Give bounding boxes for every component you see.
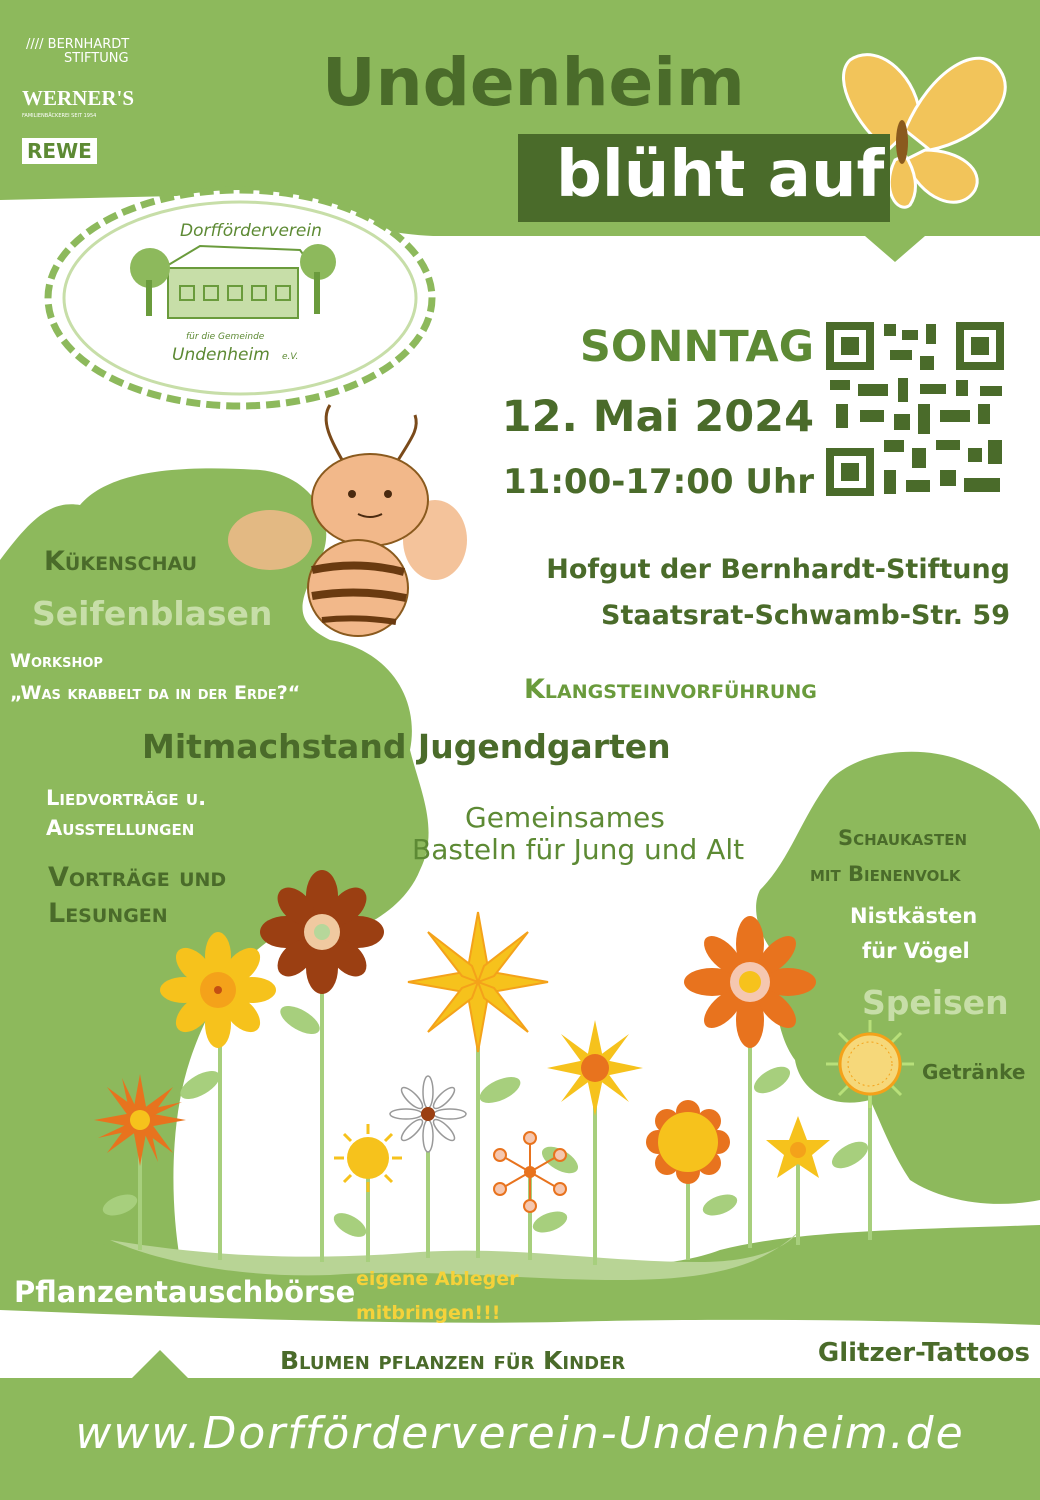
sponsor-bernhardt-stiftung — [26, 38, 129, 66]
program-vortraege-line1: Vorträge und — [48, 862, 227, 893]
sponsor-werners: WERNER'S — [22, 86, 135, 110]
program-klangstein: Klangsteinvorführung — [524, 674, 817, 705]
flower-icon — [547, 1020, 643, 1116]
sponsor-werners-subline: FAMILIENBÄCKEREI SEIT 1954 — [22, 113, 97, 119]
program-nist-line1: Nistkästen — [850, 904, 978, 928]
event-day: SONNTAG — [579, 322, 814, 372]
logo-text-top: Dorfförderverein — [180, 221, 322, 241]
logo-text-suffix: e.V. — [282, 352, 299, 362]
sponsor-bernhardt-line1: //// BERNHARDT — [26, 37, 130, 52]
program-schaukasten-line1: Schaukasten — [838, 826, 968, 850]
flower-icon — [94, 1074, 186, 1166]
flower-icon — [494, 1132, 566, 1212]
program-seifenblasen: Seifenblasen — [32, 594, 273, 633]
sponsor-rewe: REWE — [22, 138, 97, 164]
program-ableger-line2: mitbringen!!! — [356, 1302, 501, 1324]
venue-street: Staatsrat-Schwamb-Str. 59 — [601, 600, 1010, 631]
qr-code-icon — [822, 318, 1008, 500]
program-vortraege-line2: Lesungen — [48, 898, 168, 929]
program-glitzer: Glitzer-Tattoos — [817, 1338, 1030, 1368]
program-basteln-line1: Gemeinsames — [465, 801, 665, 834]
program-lied-line2: Ausstellungen — [46, 816, 195, 840]
program-speisen: Speisen — [862, 983, 1009, 1022]
flower-icon — [408, 912, 548, 1052]
flower-icon — [646, 1100, 730, 1184]
program-nist-line2: für Vögel — [862, 939, 970, 963]
program-kuekenschau: Kükenschau — [44, 546, 198, 577]
program-getraenke: Getränke — [922, 1060, 1026, 1084]
program-basteln-line2: Basteln für Jung und Alt — [412, 833, 745, 866]
program-schaukasten-line2: mit Bienenvolk — [810, 862, 961, 886]
page-title: Undenheim — [322, 44, 745, 121]
event-date: 12. Mai 2024 — [501, 392, 814, 442]
sponsor-bernhardt-line2: STIFTUNG — [64, 51, 129, 66]
logo-text-bottom: Undenheim — [172, 345, 270, 365]
program-lied-line1: Liedvorträge u. — [46, 786, 207, 810]
sun-icon — [826, 1020, 914, 1108]
program-ableger-line1: eigene Ableger — [356, 1268, 519, 1290]
program-workshop-line1: Workshop — [10, 650, 103, 672]
flower-icon — [390, 1076, 466, 1152]
page-subtitle: blüht auf — [556, 138, 885, 212]
program-pflanzentausch: Pflanzentauschbörse — [14, 1275, 356, 1309]
program-blumen: Blumen pflanzen für Kinder — [280, 1346, 626, 1375]
event-time: 11:00-17:00 Uhr — [503, 462, 814, 502]
program-workshop-line2: „Was krabbelt da in der Erde?“ — [10, 682, 301, 704]
venue-name: Hofgut der Bernhardt-Stiftung — [546, 554, 1010, 585]
logo-text-middle: für die Gemeinde — [186, 332, 265, 342]
program-mitmachstand: Mitmachstand Jugendgarten — [142, 727, 671, 766]
website-link[interactable]: www.Dorfförderverein-Undenheim.de — [75, 1408, 965, 1459]
